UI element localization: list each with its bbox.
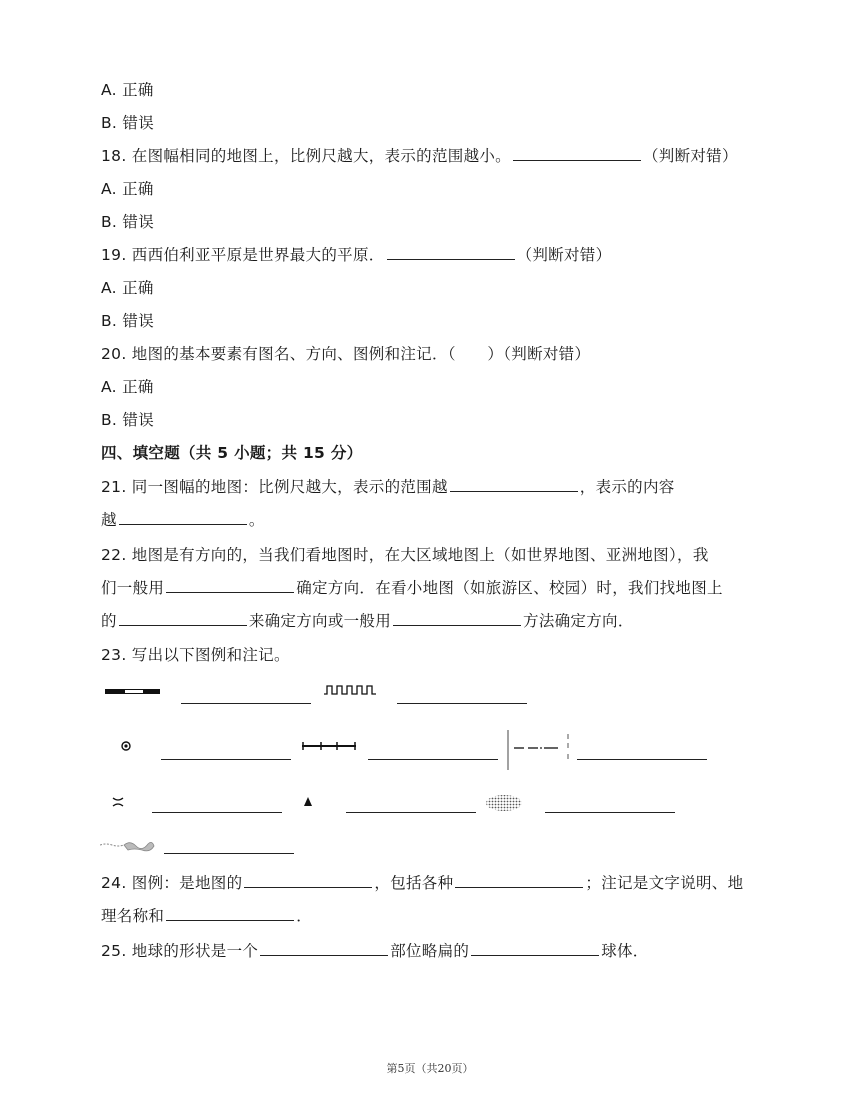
q19-answer-blank[interactable] (387, 245, 515, 260)
q21-text-2: ，表示的内容 (579, 478, 675, 496)
legend-blank-8[interactable] (545, 812, 675, 813)
q25-blank-2[interactable] (471, 941, 599, 956)
q23-question: 23. 写出以下图例和注记。 (101, 646, 290, 664)
q19-stem: 19. 西西伯利亚平原是世界最大的平原． (101, 246, 385, 264)
q22-line-2 (101, 578, 723, 598)
q24-line-2 (101, 906, 312, 926)
q22-text-2: 们一般用 (101, 579, 165, 597)
legend-blank-5[interactable] (577, 759, 707, 760)
q21-blank-1[interactable] (450, 477, 578, 492)
q25-question (101, 941, 649, 961)
legend-blank-9[interactable] (164, 853, 294, 854)
q19-option-a: A. 正确 (101, 279, 154, 297)
q18-stem: 18. 在图幅相同的地图上，比例尺越大，表示的范围越小。 (101, 147, 511, 165)
section-title: 四、填空题（共 5 小题；共 15 分） (101, 444, 363, 462)
q19-question (101, 245, 611, 265)
q19-tail: （判断对错） (516, 246, 612, 264)
q22-blank-1[interactable] (166, 578, 294, 593)
q18-question (101, 146, 738, 166)
q22-line-3 (101, 611, 634, 631)
boundary-symbol (302, 741, 356, 751)
q24-blank-2[interactable] (455, 873, 583, 888)
q22-text-5: 来确定方向或一般用 (248, 612, 392, 630)
q18-tail: （判断对错） (642, 147, 738, 165)
legend-blank-1[interactable] (181, 703, 311, 704)
q24-text-5: ． (296, 907, 313, 925)
legend-blank-6[interactable] (152, 812, 282, 813)
q24-text-3: ；注记是文字说明、地 (585, 874, 744, 892)
q18-option-b: B. 错误 (101, 213, 154, 231)
q22-text-4: 的 (101, 612, 117, 630)
page-footer: 第5页（共20页） (386, 1062, 474, 1075)
q24-text-4: 理名称和 (101, 907, 165, 925)
q19-option-b: B. 错误 (101, 312, 154, 330)
q21-line-1 (101, 477, 675, 497)
q25-blank-1[interactable] (260, 941, 388, 956)
q24-blank-1[interactable] (244, 873, 372, 888)
q24-text-2: ，包括各种 (374, 874, 454, 892)
q20-option-a: A. 正确 (101, 378, 154, 396)
q25-text-3: 球体． (601, 942, 649, 960)
q24-text-1: 24. 图例：是地图的 (101, 874, 243, 892)
q21-line-2 (101, 510, 265, 530)
legend-blank-7[interactable] (346, 812, 476, 813)
legend-blank-2[interactable] (397, 703, 527, 704)
q21-text-1: 21. 同一图幅的地图：比例尺越大，表示的范围越 (101, 478, 448, 496)
q25-text-1: 25. 地球的形状是一个 (101, 942, 259, 960)
peak-symbol (304, 797, 312, 806)
q20-question: 20. 地图的基本要素有图名、方向、图例和注记．（ ）（判断对错） (101, 345, 591, 363)
q22-blank-3[interactable] (393, 611, 521, 626)
city-symbol (121, 741, 131, 751)
q18-answer-blank[interactable] (513, 146, 641, 161)
province-border-symbol (506, 730, 574, 770)
q17-option-b: B. 错误 (101, 114, 154, 132)
railway-symbol (105, 686, 160, 698)
q25-text-2: 部位略扁的 (390, 942, 470, 960)
legend-blank-4[interactable] (368, 759, 498, 760)
q24-line-1 (101, 873, 743, 893)
q21-blank-2[interactable] (119, 510, 247, 525)
q17-option-a: A. 正确 (101, 81, 154, 99)
q22-line-1: 22. 地图是有方向的，当我们看地图时，在大区域地图上（如世界地图、亚洲地图），我 (101, 546, 709, 564)
q21-text-3: 越 (101, 511, 117, 529)
q22-text-3: 确定方向．在看小地图（如旅游区、校园）时，我们找地图上 (296, 579, 723, 597)
mountain-pass-symbol (112, 797, 124, 807)
wall-symbol (324, 684, 376, 696)
q21-text-4: 。 (248, 511, 265, 529)
q24-blank-3[interactable] (166, 906, 294, 921)
river-lake-symbol (100, 836, 156, 856)
q22-blank-2[interactable] (119, 611, 247, 626)
q22-text-6: 方法确定方向． (523, 612, 634, 630)
legend-blank-3[interactable] (161, 759, 291, 760)
desert-symbol (485, 794, 523, 812)
q18-option-a: A. 正确 (101, 180, 154, 198)
q20-option-b: B. 错误 (101, 411, 154, 429)
